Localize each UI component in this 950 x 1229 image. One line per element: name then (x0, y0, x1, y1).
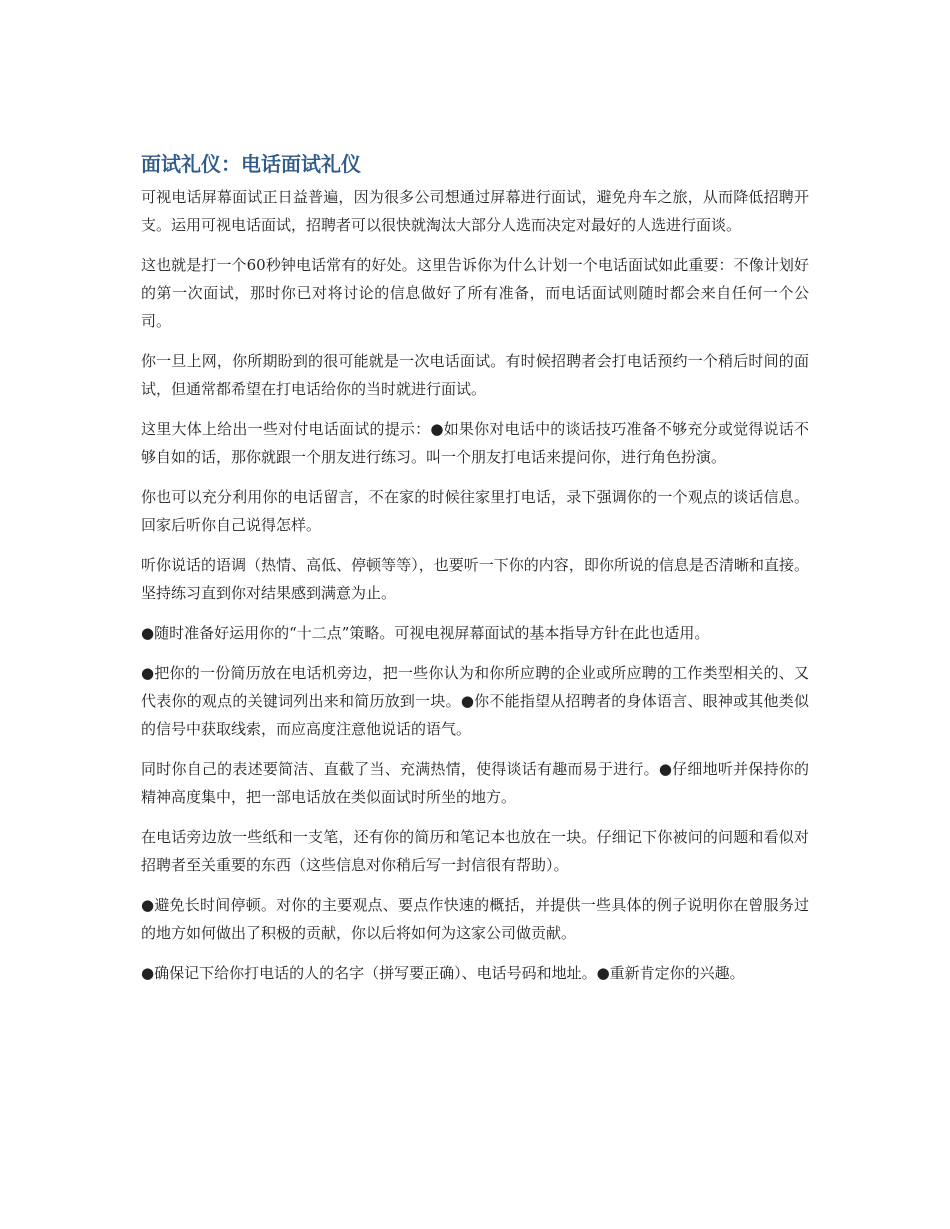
paragraph: ●避免长时间停顿。对你的主要观点、要点作快速的概括，并提供一些具体的例子说明你在曾服务过的地方如何做出了积极的贡献，你以后将如何为这家公司做贡献。 (141, 896, 809, 942)
paragraph: ●确保记下给你打电话的人的名字（拼写要正确）、电话号码和地址。●重新肯定你的兴趣。 (141, 964, 745, 982)
paragraph: 同时你自己的表述要简洁、直截了当、充满热情，使得谈话有趣而易于进行。●仔细地听并保持你的精神高度集中，把一部电话放在类似面试时所坐的地方。 (141, 760, 809, 806)
paragraph: 这也就是打一个60秒钟电话常有的好处。这里告诉你为什么计划一个电话面试如此重要：不像计划好的第一次面试，那时你已对将讨论的信息做好了所有准备，而电话面试则随时都会来自任何一个公司。 (141, 256, 809, 330)
paragraph: 你一旦上网，你所期盼到的很可能就是一次电话面试。有时候招聘者会打电话预约一个稍后时间的面试，但通常都希望在打电话给你的当时就进行面试。 (141, 352, 809, 398)
paragraph: 听你说话的语调（热情、高低、停顿等等），也要听一下你的内容，即你所说的信息是否清晰和直接。坚持练习直到你对结果感到满意为止。 (141, 556, 809, 602)
paragraph: ●把你的一份简历放在电话机旁边，把一些你认为和你所应聘的企业或所应聘的工作类型相关的、又代表你的观点的关键词列出来和简历放到一块。●你不能指望从招聘者的身体语言、眼神或其他类似的信号中获取线索，而应高度注意他说话的语气。 (141, 664, 809, 738)
paragraph: 可视电话屏幕面试正日益普遍，因为很多公司想通过屏幕进行面试，避免舟车之旅，从而降低招聘开支。运用可视电话面试，招聘者可以很快就淘汰大部分人选而决定对最好的人选进行面谈。 (141, 188, 809, 234)
paragraph: 你也可以充分利用你的电话留言，不在家的时候往家里打电话，录下强调你的一个观点的谈话信息。回家后听你自己说得怎样。 (141, 488, 809, 534)
document-title: 面试礼仪：电话面试礼仪 (141, 152, 361, 176)
paragraph: 在电话旁边放一些纸和一支笔，还有你的简历和笔记本也放在一块。仔细记下你被问的问题和看似对招聘者至关重要的东西（这些信息对你稍后写一封信很有帮助）。 (141, 828, 809, 874)
paragraph: 这里大体上给出一些对付电话面试的提示：●如果你对电话中的谈话技巧准备不够充分或觉得说话不够自如的话，那你就跟一个朋友进行练习。叫一个朋友打电话来提问你，进行角色扮演。 (141, 420, 809, 466)
document-page (141, 148, 809, 999)
paragraph: ●随时准备好运用你的“十二点”策略。可视电视屏幕面试的基本指导方针在此也适用。 (141, 624, 710, 642)
